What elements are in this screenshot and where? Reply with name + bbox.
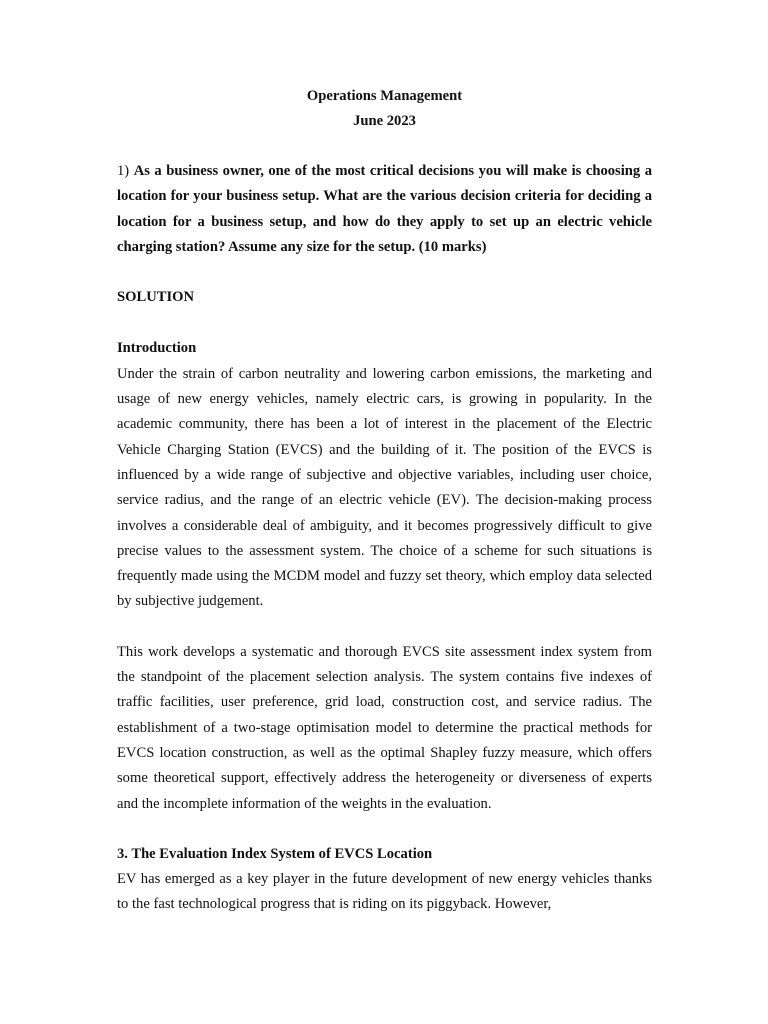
document-page xyxy=(117,84,652,918)
section-3-paragraph: EV has emerged as a key player in the future development of new energy vehicles thanks to the fast technological progress that is riding on its piggyback. However, xyxy=(117,871,652,913)
question-1 xyxy=(117,159,652,260)
work-paragraph: This work develops a systematic and thorough EVCS site assessment index system from the standpoint of the placement selection analysis. The system contains five indexes of traffic facilities, user preference, grid load, construction cost, and service radius. The establishment of a two-stage optimisation model to determine the practical methods for EVCS location construction, as well as the optimal Shapley fuzzy measure, which offers some theoretical support, effectively address the heterogeneity or diverseness of experts and the incomplete information of the weights in the evaluation. xyxy=(117,643,652,812)
solution-heading: SOLUTION xyxy=(117,289,195,306)
question-text: As a business owner, one of the most critical decisions you will make is choosing a location for your business setup. What are the various decision criteria for deciding a location for a business setup, and how do they apply to set up an electric vehicle charging station? Assume any size for the setup. (10 marks) xyxy=(117,163,652,255)
document-title: Operations Management xyxy=(306,88,463,104)
section-3-heading: 3. The Evaluation Index System of EVCS Location xyxy=(117,845,433,862)
introduction-paragraph: Under the strain of carbon neutrality and lowering carbon emissions, the marketing and usage of new energy vehicles, namely electric cars, is growing in popularity. In the academic community, there has been a lot of interest in the placement of the Electric Vehicle Charging Station (EVCS) and the building of it. The position of the EVCS is influenced by a wide range of subjective and objective variables, including user choice, service radius, and the range of an electric vehicle (EV). The decision-making process involves a considerable deal of ambiguity, and it becomes progressively difficult to give precise values to the assessment system. The choice of a scheme for such situations is frequently made using the MCDM model and fuzzy set theory, which employ data selected by subjective judgement. xyxy=(117,365,652,610)
question-number: 1) xyxy=(117,163,130,179)
document-date: June 2023 xyxy=(353,113,416,129)
introduction-heading: Introduction xyxy=(117,340,197,357)
